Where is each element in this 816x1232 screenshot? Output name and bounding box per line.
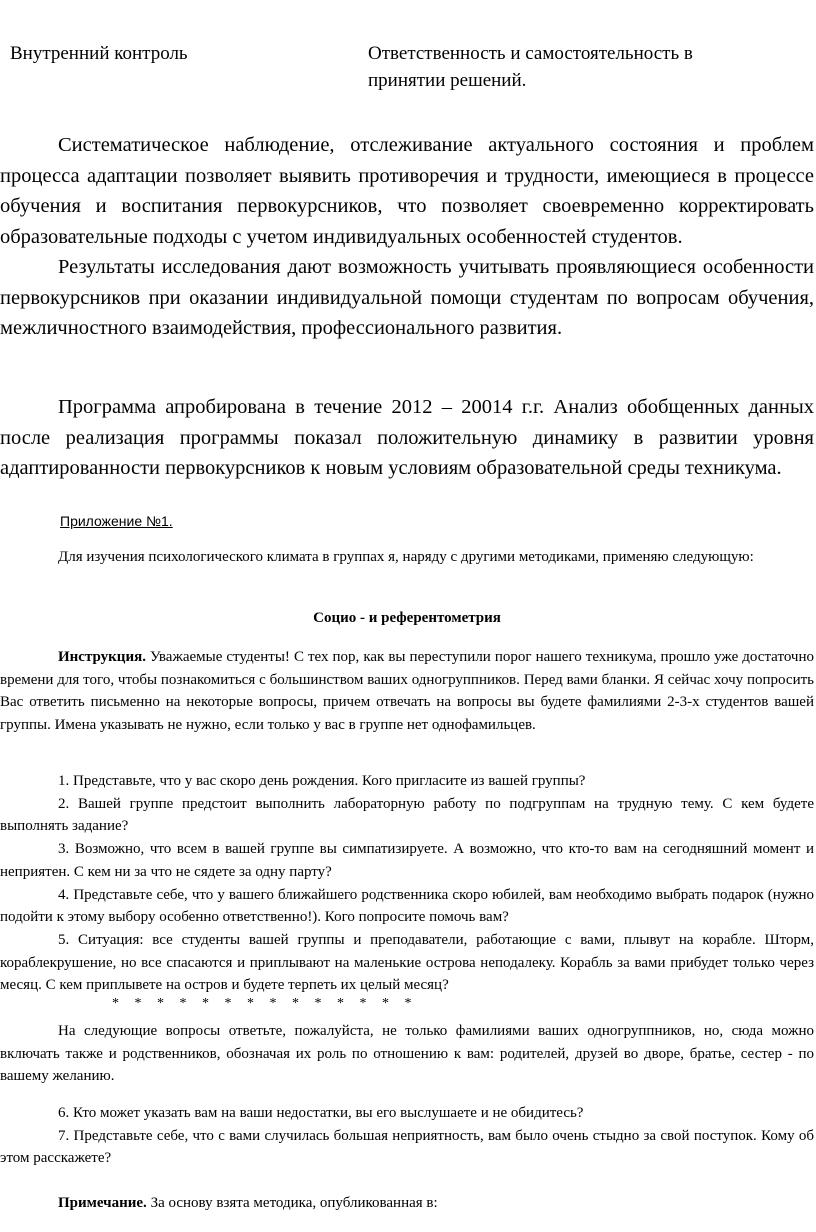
note-text: За основу взята методика, опубликованная в: xyxy=(146,1195,438,1211)
note-label: Примечание. xyxy=(58,1195,147,1211)
paragraph-research-results: Результаты исследования дают возможность учитывать проявляющиеся особенности первокурсников при оказании индивидуальной помощи студентам по вопросам обучения, межличностного взаимодействия, профессионального развития. xyxy=(0,256,814,339)
instruction-block xyxy=(0,646,814,737)
method-title: Социо - и референтометрия xyxy=(313,610,501,626)
extra-intro-block xyxy=(0,1020,814,1088)
stars-divider: * * * * * * * * * * * * * * xyxy=(112,996,412,1011)
appendix-intro: Для изучения психологического климата в группах я, наряду с другими методиками, применяю следующую: xyxy=(58,549,754,565)
question-4: 4. Представьте себе, что у вашего ближайшего родственника скоро юбилей, вам необходимо выбрать подарок (нужно подойти к этому выбору особенно ответственно!). Кого попросите помочь вам? xyxy=(0,886,814,926)
method-title-block xyxy=(0,607,814,630)
header-right: Ответственность и самостоятельность в принятии решений. xyxy=(368,43,693,91)
paragraph-block-2 xyxy=(0,392,814,484)
instruction-text: Уважаемые студенты! С тех пор, как вы переступили порог нашего техникума, прошло уже достаточно времени для того, чтобы познакомиться с большинством ваших одногруппников. Перед вами бланки. Я сейчас хочу попросить Вас ответить письменно на некоторые вопросы, причем отвечать на вопросы вы будете фамилиями 2-3-х студентов вашей группы. Имена указывать не нужно, если только у вас в группе нет однофамильцев. xyxy=(0,649,814,734)
appendix-intro-block xyxy=(0,546,814,569)
questions-block xyxy=(0,770,814,997)
question-7: 7. Представьте себе, что с вами случилась большая неприятность, вам было очень стыдно за свой поступок. Кому об этом расскажете? xyxy=(0,1127,814,1167)
question-2: 2. Вашей группе предстоит выполнить лабораторную работу по подгруппам на трудную тему. С кем будете выполнять задание? xyxy=(0,795,814,835)
instruction-label: Инструкция. xyxy=(58,649,146,665)
question-3: 3. Возможно, что всем в вашей группе вы симпатизируете. А возможно, что кто-то вам на сегодняшний момент и неприятен. С кем ни за что не сядете за одну парту? xyxy=(0,841,814,880)
paragraph-block-1 xyxy=(0,130,814,344)
instruction-paragraph xyxy=(0,646,814,737)
header-left: Внутренний контроль xyxy=(10,43,188,64)
appendix-label: Приложение №1. xyxy=(60,513,173,529)
paragraph-systematic-observation: Систематическое наблюдение, отслеживание актуального состояния и проблем процесса адаптации позволяет выявить противоречия и трудности, имеющиеся в процессе обучения и воспитания первокурсников, что позволяет своевременно корректировать образовательные подходы с учетом индивидуальных особенностей студентов. xyxy=(0,134,814,248)
note-paragraph xyxy=(0,1192,814,1215)
question-1: 1. Представьте, что у вас скоро день рождения. Кого пригласите из вашей группы? xyxy=(58,773,586,789)
extra-intro: На следующие вопросы ответьте, пожалуйста, не только фамилиями ваших одногруппников, но, сюда можно включать также и родственников, обозначая их роль по отношению к вам: родителей, друзей во дворе, братье, сестер - по вашему желанию. xyxy=(0,1023,814,1085)
note-block xyxy=(0,1192,814,1215)
question-6: 6. Кто может указать вам на ваши недостатки, вы его выслушаете и не обидитесь? xyxy=(58,1105,584,1121)
question-5: 5. Ситуация: все студенты вашей группы и преподаватели, работающие с вами, плывут на корабле. Шторм, кораблекрушение, но все спасаются и приплывают на маленькие острова неподалеку. Корабль за вами прибудет только через месяц. С кем приплывете на остров и будете терпеть их целый месяц? xyxy=(0,931,814,994)
extra-questions-block xyxy=(0,1102,814,1170)
paragraph-program-approbation: Программа апробирована в течение 2012 – 20014 г.г. Анализ обобщенных данных после реализация программы показал положительную динамику в развитии уровня адаптированности первокурсников к новым условиям образовательной среды техникума. xyxy=(0,396,814,479)
